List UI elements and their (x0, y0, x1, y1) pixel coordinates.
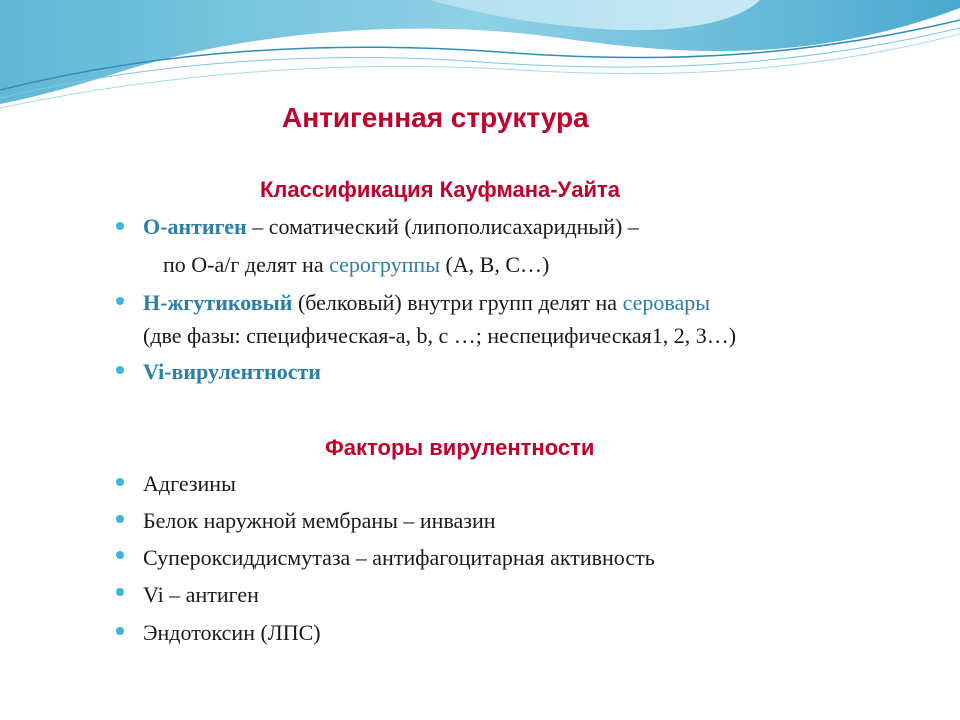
vi-antigen-item (143, 359, 321, 385)
h-antigen-item (143, 290, 710, 316)
o-antigen-continuation (163, 252, 549, 278)
bullet-icon (116, 551, 124, 559)
bullet-icon (116, 627, 124, 635)
bullet-icon (116, 222, 124, 230)
o-antigen-item (143, 214, 639, 240)
factors-heading: Факторы вирулентности (325, 435, 595, 460)
bullet-icon (116, 588, 124, 596)
bullet-icon (116, 366, 124, 374)
h-antigen-continuation: (две фазы: специфическая-а, b, с …; неспецифическая1, 2, 3…) (143, 323, 737, 348)
serovars-term: серовары (622, 290, 711, 315)
serogroups-term: серогруппы (329, 252, 440, 277)
o-antigen-cont-suffix: (А, В, С…) (439, 252, 550, 277)
bullet-icon (116, 297, 124, 305)
classification-heading: Классификация Кауфмана-Уайта (260, 177, 621, 202)
factor-item: Эндотоксин (ЛПС) (143, 620, 321, 645)
bullet-icon (116, 478, 124, 486)
h-antigen-description: (белковый) внутри групп делят на (292, 290, 623, 315)
factor-item: Адгезины (143, 471, 236, 496)
slide-title: Антигенная структура (282, 102, 589, 133)
factor-item: Белок наружной мембраны – инвазин (143, 508, 496, 533)
bullet-icon (116, 515, 124, 523)
factor-item: Vi – антиген (143, 582, 259, 607)
o-antigen-term: О-антиген (143, 214, 247, 239)
factor-item: Супероксиддисмутаза – антифагоцитарная активность (143, 545, 655, 570)
o-antigen-description: – соматический (липополисахаридный) – (246, 214, 639, 239)
h-antigen-term: Н-жгутиковый (143, 290, 293, 315)
o-antigen-cont-prefix: по О-а/г делят на (163, 252, 330, 277)
vi-antigen-term: Vi-вирулентности (143, 359, 321, 384)
